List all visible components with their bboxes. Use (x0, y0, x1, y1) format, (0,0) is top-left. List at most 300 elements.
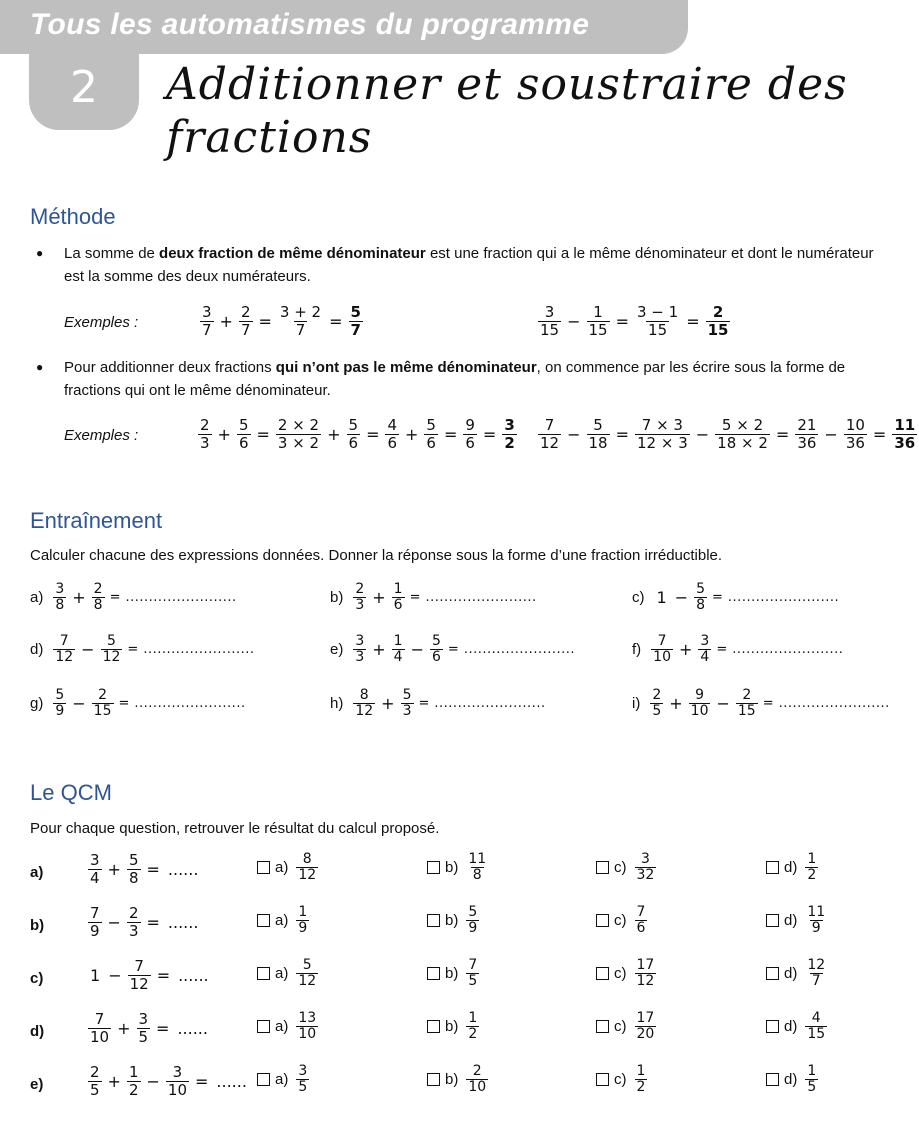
answer-blank: ........................ (425, 590, 537, 606)
operator: − (674, 588, 689, 608)
numerator: 5 × 2 (721, 416, 764, 434)
operator: + (679, 640, 693, 660)
page-title: Additionner et soustraire des fractions (166, 59, 848, 163)
numerator: 2 (90, 1063, 100, 1081)
numerator: 1 (393, 581, 403, 597)
denominator: 7 (202, 320, 212, 339)
qcm-choice-b[interactable] (427, 1064, 490, 1096)
fraction (430, 634, 443, 666)
fraction (392, 634, 405, 666)
operator: + (381, 694, 395, 714)
fraction (239, 304, 253, 338)
denominator: 6 (465, 433, 475, 452)
denominator: 15 (93, 703, 112, 720)
numerator: 5 (426, 416, 436, 434)
denominator: 10 (90, 1027, 110, 1046)
denominator: 12 (129, 974, 149, 993)
qcm-question-label: e) (30, 1076, 44, 1093)
bullet-icon: ● (36, 360, 44, 374)
qcm-choice-c[interactable] (596, 905, 649, 937)
denominator: 36 (797, 433, 817, 452)
operator: = (443, 424, 458, 444)
qcm-question-expr (86, 1011, 212, 1045)
answer-blank: ........................ (434, 696, 546, 712)
checkbox[interactable] (427, 861, 440, 874)
fraction (53, 634, 75, 666)
numerator: 5 (468, 904, 478, 920)
answer-blank: ........................ (727, 590, 840, 606)
denominator: 18 × 2 (717, 433, 768, 452)
denominator: 15 (648, 320, 668, 339)
denominator: 4 (90, 868, 100, 887)
numerator: 5 (350, 303, 361, 321)
checkbox[interactable] (766, 1073, 779, 1086)
choice-letter: c) (614, 912, 627, 930)
choice-letter: a) (275, 1018, 289, 1036)
checkbox[interactable] (427, 1020, 440, 1033)
example-1 (198, 304, 365, 338)
numerator: 8 (302, 851, 312, 867)
denominator: 12 × 3 (637, 433, 688, 452)
numerator: 5 (696, 581, 706, 597)
checkbox[interactable] (257, 1073, 270, 1086)
numerator: 7 (544, 416, 555, 434)
denominator: 15 (588, 320, 608, 339)
fraction (401, 688, 414, 720)
numerator: 17 (636, 957, 655, 973)
numerator: 1 (593, 303, 603, 321)
operator: + (117, 1018, 131, 1038)
answer-blank: ........................ (134, 696, 246, 712)
equals-sign: = (118, 696, 130, 712)
exercise-a (30, 582, 237, 614)
fraction (466, 852, 488, 884)
fraction (466, 1064, 488, 1096)
qcm-choice-a[interactable] (257, 852, 320, 884)
fraction (424, 417, 438, 451)
fraction (463, 417, 477, 451)
exercise-b (330, 582, 537, 614)
operator: = (615, 311, 629, 331)
choice-letter: c) (614, 859, 627, 877)
term: 1 (90, 965, 101, 985)
methode-bullet-1 (64, 242, 874, 288)
fraction (635, 852, 657, 884)
numerator: 2 (652, 687, 662, 703)
operator: = (146, 912, 160, 932)
checkbox[interactable] (596, 1020, 609, 1033)
term: ...... (177, 1018, 208, 1038)
fraction (127, 905, 141, 939)
fraction (694, 582, 707, 614)
fraction (278, 304, 323, 338)
denominator: 12 (298, 973, 317, 990)
fraction (353, 688, 375, 720)
exemples-label-2: Exemples : (64, 427, 139, 444)
operator: − (146, 1071, 160, 1091)
fraction (736, 688, 758, 720)
qcm-choice-c[interactable] (596, 852, 658, 884)
fraction (88, 1011, 111, 1045)
denominator: 7 (350, 320, 361, 339)
checkbox[interactable] (766, 1020, 779, 1033)
fraction (805, 852, 818, 884)
operator: = (482, 424, 497, 444)
numerator: 2 (128, 904, 139, 922)
fraction (805, 1011, 827, 1043)
denominator: 5 (90, 1080, 100, 1099)
qcm-choice-c[interactable] (596, 1011, 658, 1043)
choice-letter: b) (445, 1071, 459, 1089)
qcm-choice-a[interactable] (257, 1064, 311, 1096)
choice-letter: d) (784, 859, 798, 877)
operator: + (107, 859, 121, 879)
equals-sign: = (127, 642, 139, 658)
numerator: 3 (355, 633, 365, 649)
denominator: 15 (807, 1026, 826, 1043)
fraction (635, 1064, 648, 1096)
denominator: 6 (238, 433, 249, 452)
operator: − (824, 424, 838, 444)
entrainement-instruction: Calculer chacune des expressions données. Donner la réponse sous la forme d’une fraction irréductible. (30, 547, 723, 564)
answer-blank: ........................ (463, 642, 576, 658)
denominator: 9 (90, 921, 100, 940)
numerator: 2 (200, 416, 210, 434)
denominator: 15 (540, 320, 560, 339)
exercise-i (632, 688, 890, 720)
denominator: 5 (468, 973, 478, 990)
numerator: 2 (472, 1063, 482, 1079)
checkbox[interactable] (596, 967, 609, 980)
denominator: 5 (652, 703, 662, 720)
denominator: 9 (811, 920, 821, 937)
qcm-question-label: c) (30, 970, 44, 987)
qcm-choice-d[interactable] (766, 958, 829, 990)
operator: + (219, 311, 233, 331)
numerator: 8 (359, 687, 369, 703)
denominator: 6 (393, 597, 403, 614)
denominator: 4 (393, 649, 403, 666)
numerator: 2 (712, 303, 724, 321)
choice-letter: c) (614, 965, 627, 983)
checkbox[interactable] (766, 967, 779, 980)
fraction (128, 958, 151, 992)
denominator: 20 (636, 1026, 655, 1043)
b2-text-post: , on commence par les écrire sous la forme de fractions qui ont le même dénominateur. (64, 359, 846, 399)
qcm-choice-a[interactable] (257, 1011, 320, 1043)
exercise-label: e) (330, 641, 344, 659)
answer-blank: ........................ (125, 590, 237, 606)
exercise-d (30, 634, 255, 666)
choice-letter: c) (614, 1071, 627, 1089)
qcm-choice-a[interactable] (257, 905, 311, 937)
fraction (635, 905, 648, 937)
fraction (587, 304, 610, 338)
denominator: 10 (167, 1080, 187, 1099)
numerator: 3 + 2 (279, 303, 322, 321)
fraction (88, 1064, 102, 1098)
numerator: 9 (695, 687, 705, 703)
answer-blank: ........................ (778, 696, 890, 712)
denominator: 2 (468, 1026, 478, 1043)
numerator: 5 (55, 687, 65, 703)
numerator: 1 (298, 904, 308, 920)
denominator: 7 (811, 973, 821, 990)
banner-title: Tous les automatismes du programme (30, 8, 590, 41)
numerator: 3 (298, 1063, 308, 1079)
answer-blank: ........................ (732, 642, 844, 658)
numerator: 1 (807, 1063, 817, 1079)
denominator: 9 (298, 920, 308, 937)
numerator: 13 (298, 1010, 317, 1026)
numerator: 3 (544, 303, 555, 321)
fraction (296, 852, 318, 884)
equals-sign: = (762, 696, 774, 712)
qcm-choice-b[interactable] (427, 958, 481, 990)
denominator: 18 (588, 433, 608, 452)
numerator: 3 (504, 416, 515, 434)
exercise-e (330, 634, 575, 666)
numerator: 3 (640, 851, 650, 867)
qcm-choice-b[interactable] (427, 1011, 481, 1043)
fraction (53, 688, 66, 720)
qcm-choice-c[interactable] (596, 958, 658, 990)
fraction (538, 304, 561, 338)
operator: + (669, 694, 683, 714)
qcm-choice-a[interactable] (257, 958, 320, 990)
numerator: 1 (128, 1063, 139, 1081)
checkbox[interactable] (427, 1073, 440, 1086)
denominator: 3 (200, 433, 210, 452)
checkbox[interactable] (257, 914, 270, 927)
fraction (715, 417, 770, 451)
denominator: 10 (298, 1026, 317, 1043)
choice-letter: a) (275, 965, 289, 983)
operator: − (695, 424, 710, 444)
numerator: 3 (55, 581, 65, 597)
qcm-heading: Le QCM (30, 780, 112, 805)
fraction (466, 905, 479, 937)
checkbox[interactable] (257, 861, 270, 874)
fraction (127, 1064, 141, 1098)
fraction (466, 1011, 479, 1043)
qcm-choice-c[interactable] (596, 1064, 649, 1096)
numerator: 7 (636, 904, 646, 920)
fraction (635, 304, 680, 338)
numerator: 1 (393, 633, 403, 649)
numerator: 7 (59, 633, 69, 649)
fraction (88, 852, 102, 886)
operator: = (686, 311, 700, 331)
operator: = (329, 311, 343, 331)
numerator: 3 (172, 1063, 183, 1081)
numerator: 5 (302, 957, 312, 973)
fraction (198, 417, 212, 451)
term: ...... (178, 965, 209, 985)
denominator: 2 (636, 1079, 646, 1096)
numerator: 5 (348, 416, 359, 434)
checkbox[interactable] (596, 1073, 609, 1086)
numerator: 5 (593, 416, 603, 434)
fraction (844, 417, 867, 451)
numerator: 11 (894, 416, 916, 434)
numerator: 5 (128, 851, 139, 869)
operator: = (146, 859, 160, 879)
qcm-choice-d[interactable] (766, 1064, 820, 1096)
denominator: 12 (55, 649, 74, 666)
operator: − (81, 640, 95, 660)
denominator: 6 (426, 433, 436, 452)
qcm-choice-b[interactable] (427, 852, 490, 884)
fraction (353, 634, 366, 666)
operator: − (567, 311, 581, 331)
denominator: 2 (128, 1080, 139, 1099)
choice-letter: d) (784, 1071, 798, 1089)
bullet-icon: ● (36, 246, 44, 260)
qcm-question-label: d) (30, 1023, 45, 1040)
operator: = (156, 1018, 170, 1038)
fraction (587, 417, 610, 451)
b2-text-pre: Pour additionner deux fractions (64, 359, 276, 376)
b1-text-post: est une fraction qui a le même dénominateur et dont le numérateur est la somme des deux numérateurs. (64, 245, 874, 285)
checkbox[interactable] (427, 914, 440, 927)
b1-text-pre: La somme de (64, 245, 160, 262)
choice-letter: b) (445, 965, 459, 983)
numerator: 7 (94, 1010, 105, 1028)
qcm-question-expr (86, 852, 202, 886)
fraction (892, 417, 917, 451)
exercise-label: i) (632, 695, 641, 713)
exercise-label: c) (632, 589, 645, 607)
denominator: 12 (636, 973, 655, 990)
numerator: 2 (98, 687, 108, 703)
numerator: 3 (138, 1010, 149, 1028)
operator: − (716, 694, 730, 714)
qcm-choice-b[interactable] (427, 905, 481, 937)
checkbox[interactable] (766, 861, 779, 874)
qcm-choice-d[interactable] (766, 905, 829, 937)
qcm-question-expr (86, 958, 213, 992)
numerator: 10 (845, 416, 865, 434)
operator: + (372, 640, 386, 660)
numerator: 9 (465, 416, 475, 434)
checkbox[interactable] (766, 914, 779, 927)
chapter-number-tab (29, 50, 139, 130)
fraction (296, 905, 309, 937)
exercise-label: d) (30, 641, 44, 659)
denominator: 8 (93, 597, 103, 614)
numerator: 7 (90, 904, 100, 922)
fraction (92, 582, 105, 614)
denominator: 12 (540, 433, 560, 452)
operator: + (217, 424, 231, 444)
denominator: 12 (102, 649, 121, 666)
denominator: 3 (128, 921, 139, 940)
operator: = (615, 424, 629, 444)
numerator: 4 (811, 1010, 821, 1026)
choice-letter: a) (275, 912, 289, 930)
denominator: 15 (707, 320, 729, 339)
checkbox[interactable] (596, 861, 609, 874)
denominator: 3 (355, 597, 365, 614)
operator: = (366, 424, 380, 444)
qcm-choice-d[interactable] (766, 852, 820, 884)
numerator: 3 − 1 (637, 303, 679, 321)
exercise-label: g) (30, 695, 44, 713)
numerator: 2 (240, 303, 251, 321)
denominator: 32 (636, 867, 655, 884)
choice-letter: b) (445, 1018, 459, 1036)
choice-letter: a) (275, 859, 289, 877)
equals-sign: = (409, 590, 421, 606)
numerator: 5 (238, 416, 249, 434)
denominator: 8 (55, 597, 65, 614)
exercise-label: a) (30, 589, 44, 607)
fraction (296, 958, 318, 990)
fraction (805, 1064, 818, 1096)
numerator: 11 (807, 904, 826, 920)
denominator: 10 (653, 649, 671, 666)
fraction (237, 417, 251, 451)
fraction (349, 304, 363, 338)
term: 1 (656, 588, 667, 608)
denominator: 2 (807, 867, 817, 884)
denominator: 6 (387, 433, 398, 452)
numerator: 4 (387, 416, 398, 434)
denominator: 8 (128, 868, 139, 887)
choice-letter: c) (614, 1018, 627, 1036)
denominator: 8 (472, 867, 482, 884)
example-2 (536, 304, 732, 338)
operator: = (258, 311, 272, 331)
fraction (101, 634, 123, 666)
fraction (805, 905, 827, 937)
fraction (635, 417, 690, 451)
exercise-label: f) (632, 641, 642, 659)
denominator: 7 (295, 320, 306, 339)
fraction (805, 958, 827, 990)
fraction (502, 417, 516, 451)
equals-sign: = (109, 590, 121, 606)
fraction (689, 688, 711, 720)
checkbox[interactable] (596, 914, 609, 927)
fraction (635, 958, 657, 990)
checkbox[interactable] (257, 967, 270, 980)
numerator: 3 (202, 303, 212, 321)
equals-sign: = (447, 642, 459, 658)
qcm-instruction: Pour chaque question, retrouver le résultat du calcul proposé. (30, 820, 440, 837)
exercise-h (330, 688, 546, 720)
term: ...... (167, 912, 199, 932)
numerator: 3 (90, 851, 100, 869)
operator: = (256, 424, 270, 444)
fraction (92, 688, 114, 720)
choice-letter: b) (445, 912, 459, 930)
qcm-choice-d[interactable] (766, 1011, 829, 1043)
fraction (651, 634, 673, 666)
operator: + (72, 588, 86, 608)
numerator: 2 (355, 581, 365, 597)
fraction (137, 1011, 151, 1045)
fraction (276, 417, 321, 451)
checkbox[interactable] (427, 967, 440, 980)
numerator: 5 (432, 633, 441, 649)
operator: = (872, 424, 887, 444)
checkbox[interactable] (257, 1020, 270, 1033)
operator: − (107, 912, 121, 932)
operator: + (372, 588, 386, 608)
fraction (347, 417, 361, 451)
